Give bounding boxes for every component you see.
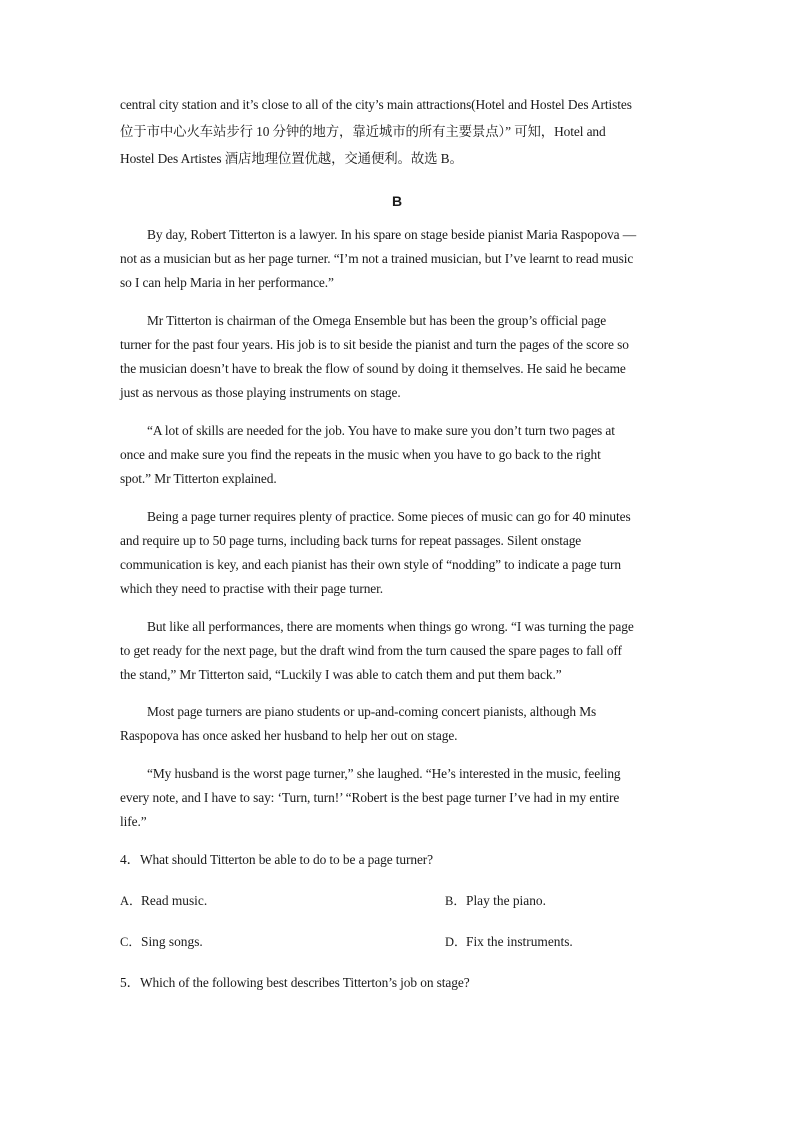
paragraph-line: life.” xyxy=(120,814,147,829)
paragraph-line: Being a page turner requires plenty of practice. Some pieces of music can go for 40 minutes xyxy=(147,509,631,524)
option-b[interactable] xyxy=(445,893,546,909)
option-c[interactable] xyxy=(120,934,203,950)
paragraph-line: which they need to practise with their page turner. xyxy=(120,581,383,596)
paragraph-line: communication is key, and each pianist has their own style of “nodding” to indicate a page turn xyxy=(120,557,621,572)
intro-line: Hostel Des Artistes 酒店地理位置优越，交通便利。故选 B。 xyxy=(120,151,463,166)
paragraph-line: Mr Titterton is chairman of the Omega Ensemble but has been the group’s official page xyxy=(147,313,607,328)
paragraph-line: Most page turners are piano students or up-and-coming concert pianists, although Ms xyxy=(147,704,597,719)
paragraph-line: Raspopova has once asked her husband to help her out on stage. xyxy=(120,728,458,743)
paragraph-line: so I can help Maria in her performance.” xyxy=(120,275,334,290)
option-d[interactable] xyxy=(445,934,573,950)
option-a[interactable] xyxy=(120,893,207,909)
paragraph-line: “A lot of skills are needed for the job. You have to make sure you don’t turn two pages at xyxy=(147,423,615,438)
paragraph-line: “My husband is the worst page turner,” she laughed. “He’s interested in the music, feeling xyxy=(147,766,621,781)
question-text: Which of the following best describes Titterton’s job on stage? xyxy=(140,975,470,990)
intro-line: 位于市中心火车站步行 10 分钟的地方，靠近城市的所有主要景点）” 可知，Hotel and xyxy=(120,124,606,139)
option-letter: C． xyxy=(120,935,141,949)
paragraph-line: not as a musician but as her page turner. “I’m not a trained musician, but I’ve learnt to read music xyxy=(120,251,634,266)
paragraph-line: the musician doesn’t have to break the flow of sound by doing it themselves. He said he became xyxy=(120,361,626,376)
question-number: 5． xyxy=(120,975,140,990)
question-5 xyxy=(120,975,680,991)
option-letter: A． xyxy=(120,894,142,908)
intro-line: central city station and it’s close to all of the city’s main attractions(Hotel and Hostel Des Artistes xyxy=(120,97,632,112)
question-text: What should Titterton be able to do to be a page turner? xyxy=(140,852,434,867)
question-4 xyxy=(120,852,680,868)
paragraph-line: By day, Robert Titterton is a lawyer. In his spare on stage beside pianist Maria Raspopova — xyxy=(147,227,637,242)
section-heading: B xyxy=(391,193,403,209)
paragraph-line: once and make sure you find the repeats in the music when you have to go back to the right xyxy=(120,447,601,462)
paragraph-line: spot.” Mr Titterton explained. xyxy=(120,471,277,486)
paragraph-line: turner for the past four years. His job is to sit beside the pianist and turn the pages of the score so xyxy=(120,337,629,352)
option-text: Play the piano. xyxy=(466,893,546,908)
paragraph-line: the stand,” Mr Titterton said, “Luckily I was able to catch them and put them back.” xyxy=(120,667,562,682)
paragraph-line: But like all performances, there are moments when things go wrong. “I was turning the page xyxy=(147,619,634,634)
option-text: Read music. xyxy=(141,893,208,908)
option-text: Fix the instruments. xyxy=(466,934,573,949)
option-letter: D． xyxy=(445,935,467,949)
option-letter: B． xyxy=(445,894,466,908)
question-number: 4． xyxy=(120,852,140,867)
paragraph-line: and require up to 50 page turns, including back turns for repeat passages. Silent onstage xyxy=(120,533,582,548)
paragraph-line: to get ready for the next page, but the draft wind from the turn caused the spare pages to fall off xyxy=(120,643,622,658)
option-text: Sing songs. xyxy=(141,934,203,949)
paragraph-line: every note, and I have to say: ‘Turn, turn!’ “Robert is the best page turner I’ve had in my entire xyxy=(120,790,620,805)
paragraph-line: just as nervous as those playing instruments on stage. xyxy=(120,385,401,400)
